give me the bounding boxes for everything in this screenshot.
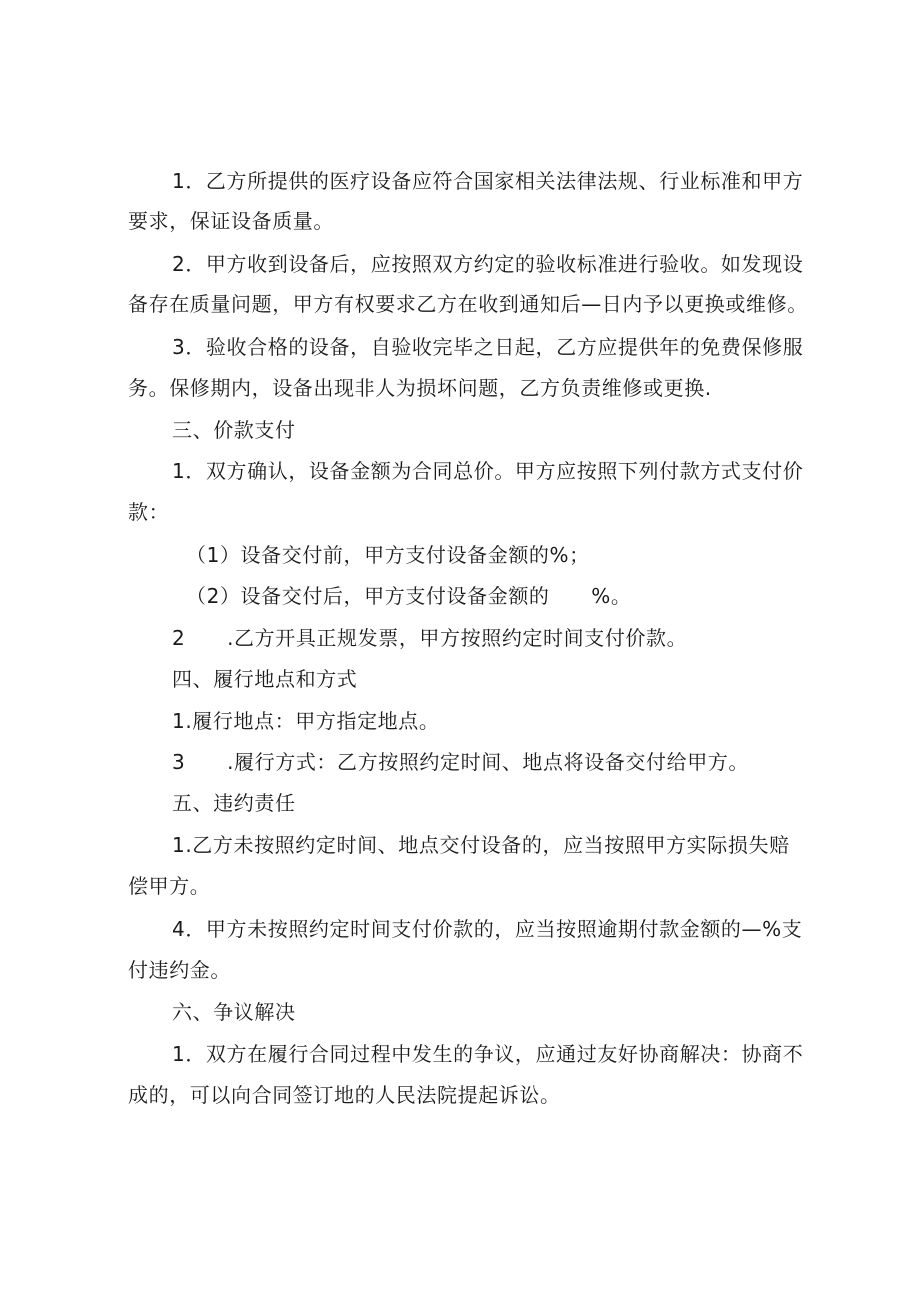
liability-2-line-2: 付违约金。 [128,958,231,982]
payment-paragraph-line-2: 款： [128,500,170,524]
section-heading-liability: 五、违约责任 [172,791,296,815]
paragraph-2-line-2: 备存在质量问题，甲方有权要求乙方在收到通知后—日内予以更换或维修。 [128,292,808,316]
section-heading-payment: 三、价款支付 [172,418,296,442]
performance-method: 3 .履行方式：乙方按照约定时间、地点将设备交付给甲方。 [172,750,750,774]
performance-location: 1.履行地点：甲方指定地点。 [172,709,440,733]
liability-2-line-1: 4．甲方未按照约定时间支付价款的，应当按照逾期付款金额的—%支 [172,917,803,941]
section-heading-performance: 四、履行地点和方式 [172,667,358,691]
paragraph-3-line-1: 3．验收合格的设备，自验收完毕之日起，乙方应提供年的免费保修服 [172,335,804,359]
liability-1-line-2: 偿甲方。 [128,874,211,898]
paragraph-1-line-2: 要求，保证设备质量。 [128,209,334,233]
liability-1-line-1: 1.乙方未按照约定时间、地点交付设备的，应当按照甲方实际损失赔 [172,833,790,857]
payment-paragraph-line-1: 1．双方确认，设备金额为合同总价。甲方应按照下列付款方式支付价 [172,459,804,483]
dispute-line-2: 成的，可以向合同签订地的人民法院提起诉讼。 [128,1083,561,1107]
payment-paragraph-2: 2 .乙方开具正规发票，甲方按照约定时间支付价款。 [172,626,688,650]
payment-item-2: （2）设备交付后，甲方支付设备金额的 %。 [186,584,632,608]
payment-item-1: （1）设备交付前，甲方支付设备金额的%； [186,543,590,567]
paragraph-3-line-2: 务。保修期内，设备出现非人为损坏问题，乙方负责维修或更换. [128,376,712,400]
section-heading-dispute: 六、争议解决 [172,1000,296,1024]
paragraph-1-line-1: 1．乙方所提供的医疗设备应符合国家相关法律法规、行业标准和甲方 [172,169,804,193]
paragraph-2-line-1: 2．甲方收到设备后，应按照双方约定的验收标准进行验收。如发现设 [172,252,804,276]
dispute-line-1: 1．双方在履行合同过程中发生的争议，应通过友好协商解决：协商不 [172,1042,804,1066]
